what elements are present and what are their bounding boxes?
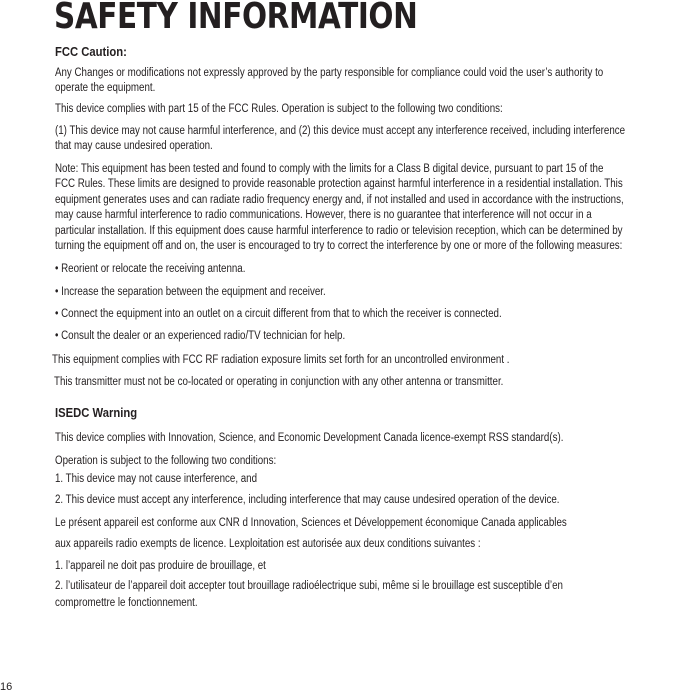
fcc-bullet: • Increase the separation between the equipment and receiver. <box>55 286 326 298</box>
fcc-heading: FCC Caution: <box>55 45 127 59</box>
isedc-line: This device complies with Innovation, Science, and Economic Development Canada licence-exempt RSS standard(s). <box>55 432 564 444</box>
fcc-note-line: equipment generates uses and can radiate radio frequency energy and, if not installed and used in accordance with the instructions, <box>55 194 624 206</box>
isedc-line: Operation is subject to the following two conditions: <box>55 455 277 467</box>
fcc-line: Any Changes or modifications not expressly approved by the party responsible for compliance could void the user’s authority to <box>55 67 604 79</box>
isedc-heading: ISEDC Warning <box>55 406 138 420</box>
fcc-colocation: This transmitter must not be co-located or operating in conjunction with any other antenna or transmitter. <box>54 376 504 388</box>
isedc-line: 2. This device must accept any interference, including interference that may cause undesired operation of the device. <box>55 494 560 506</box>
isedc-line: 1. l’appareil ne doit pas produire de brouillage, et <box>55 560 266 572</box>
isedc-line: aux appareils radio exempts de licence. Lexploitation est autorisée aux deux conditions suivantes : <box>55 538 481 550</box>
fcc-line: that may cause undesired operation. <box>55 140 213 152</box>
fcc-bullet: • Consult the dealer or an experienced radio/TV technician for help. <box>55 330 346 342</box>
fcc-line: This device complies with part 15 of the FCC Rules. Operation is subject to the following two conditions: <box>55 103 503 115</box>
fcc-line: operate the equipment. <box>55 82 156 94</box>
fcc-bullet: • Reorient or relocate the receiving antenna. <box>55 263 246 275</box>
fcc-note-line: may cause harmful interference to radio communications. However, there is no guarantee that interference will not occur in a <box>55 209 592 221</box>
fcc-rf-exposure: This equipment complies with FCC RF radiation exposure limits set forth for an uncontrolled environment . <box>52 354 510 366</box>
isedc-line: compromettre le fonctionnement. <box>55 597 198 609</box>
isedc-line: 2. l’utilisateur de l’appareil doit accepter tout brouillage radioélectrique subi, même si le brouillage est susceptible d’en <box>55 580 563 592</box>
fcc-bullet: • Connect the equipment into an outlet on a circuit different from that to which the receiver is connected. <box>55 308 502 320</box>
page-number: 16 <box>0 681 13 693</box>
fcc-note-line: turning the equipment off and on, the user is encouraged to try to correct the interference by one or more of the following measures: <box>55 240 623 252</box>
fcc-line: (1) This device may not cause harmful interference, and (2) this device must accept any interference received, including interference <box>55 125 626 137</box>
page-title: SAFETY INFORMATION <box>54 0 418 37</box>
fcc-note-line: particular installation. If this equipment does cause harmful interference to radio or television reception, which can be determined by <box>55 225 623 237</box>
isedc-line: Le présent appareil est conforme aux CNR d Innovation, Sciences et Développement économique Canada applicables <box>55 517 567 529</box>
fcc-note-line: FCC Rules. These limits are designed to provide reasonable protection against harmful interference in a residential installation. This <box>55 178 623 190</box>
fcc-note-line: Note: This equipment has been tested and found to comply with the limits for a Class B digital device, pursuant to part 15 of the <box>55 163 604 175</box>
isedc-line: 1. This device may not cause interference, and <box>55 473 258 485</box>
